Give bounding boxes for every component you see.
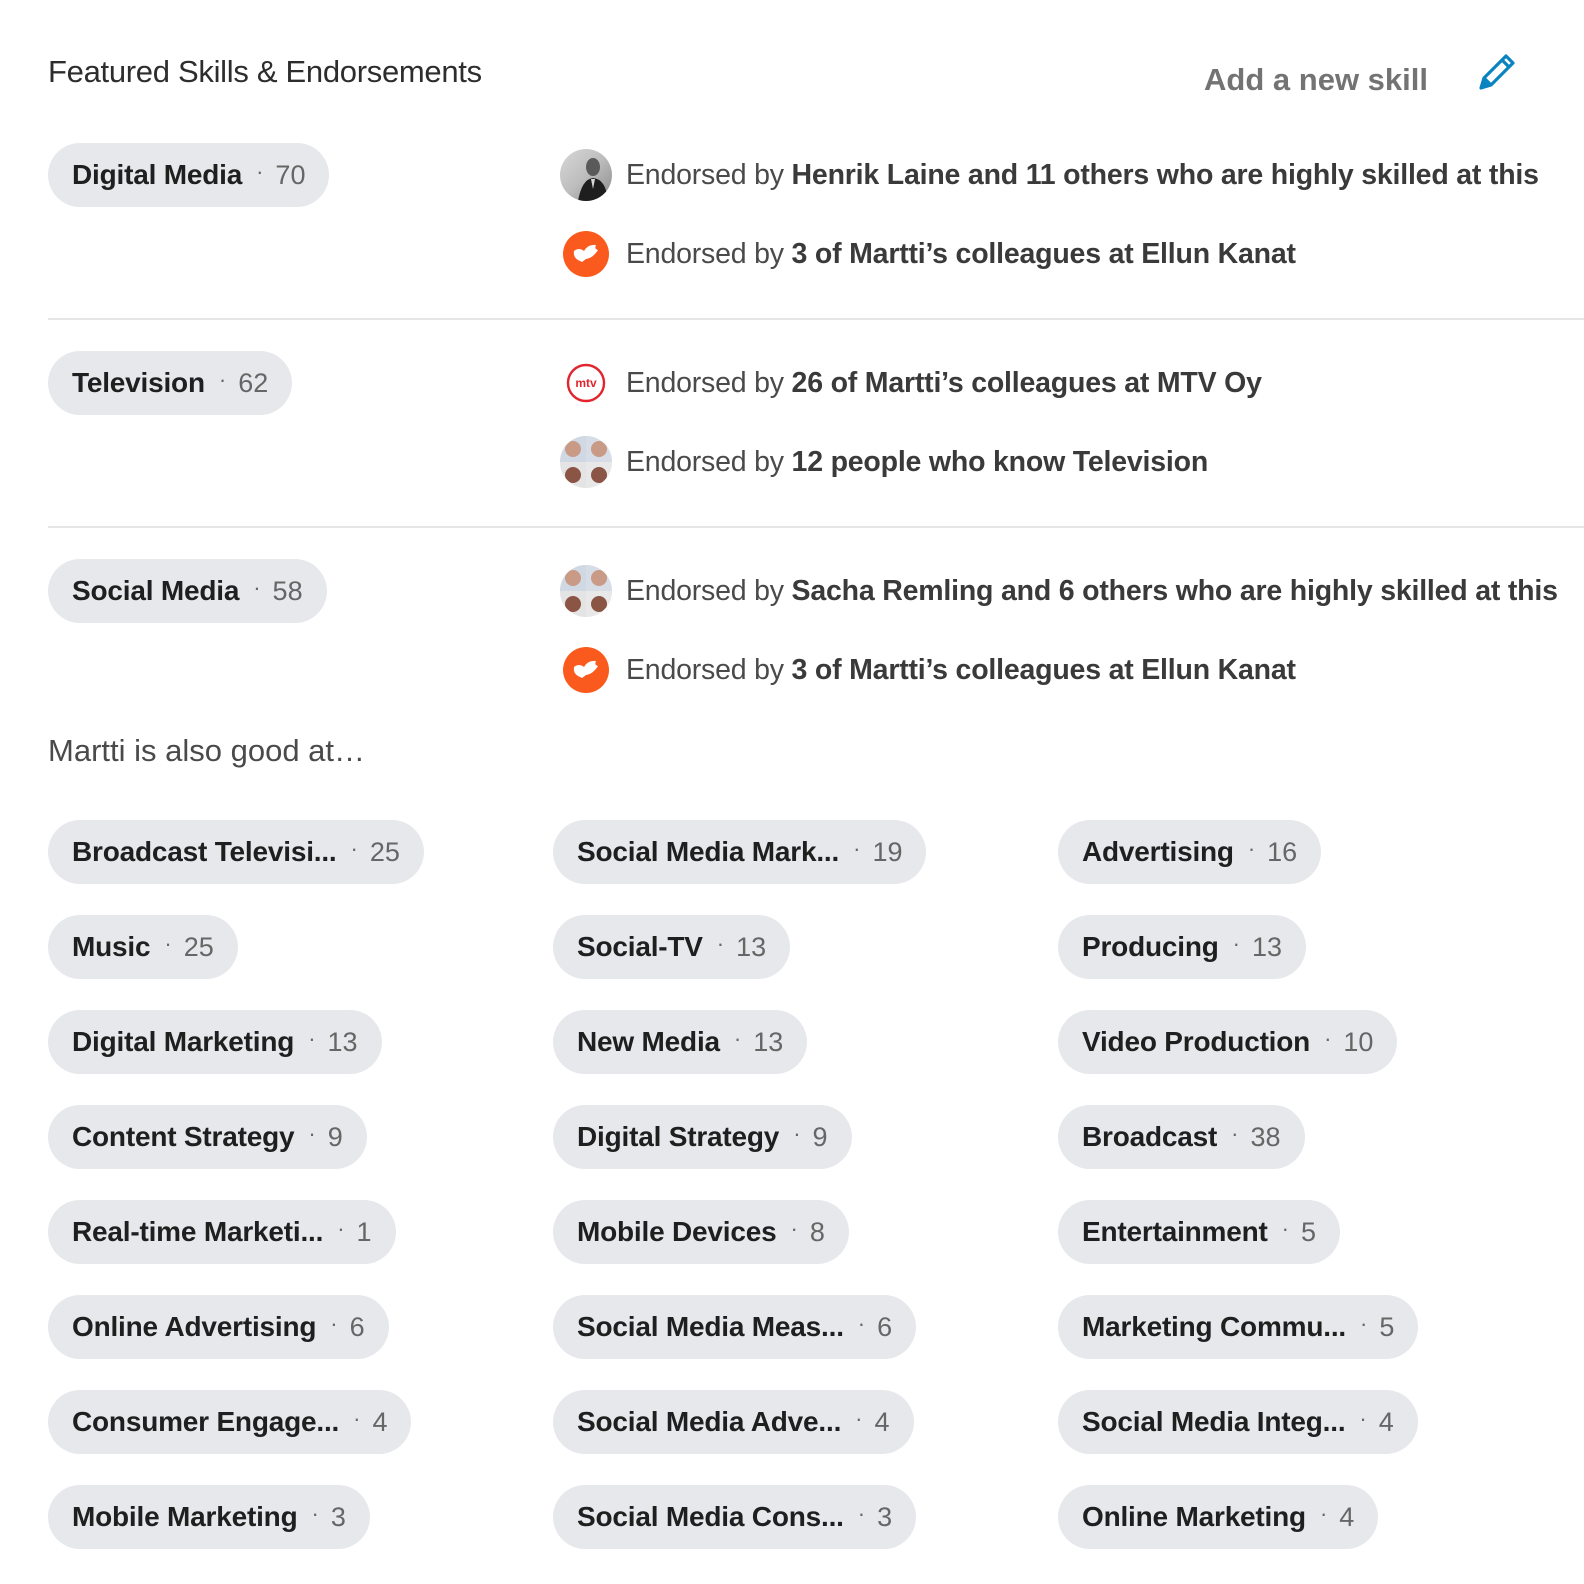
- skill-name: Online Marketing: [1082, 1501, 1306, 1532]
- endorsement-count: 4: [372, 1406, 388, 1437]
- endorsement-count: 4: [1339, 1501, 1355, 1532]
- person-avatar-icon: [560, 149, 612, 201]
- endorsement-count: 62: [238, 367, 269, 398]
- endorsement-count: 13: [736, 931, 767, 962]
- skill-name: Real-time Marketi...: [72, 1216, 324, 1247]
- endorsement-line[interactable]: [560, 642, 1296, 698]
- skill-pill[interactable]: [553, 915, 790, 979]
- skill-pill[interactable]: [48, 1485, 370, 1549]
- endorsement-count: 38: [1250, 1121, 1281, 1152]
- separator-dot: ·: [330, 1311, 338, 1336]
- skill-name: Music: [72, 931, 151, 962]
- skill-name: Television: [72, 367, 205, 398]
- endorsement-count: 10: [1343, 1026, 1374, 1057]
- separator-dot: ·: [1359, 1406, 1367, 1431]
- skill-pill[interactable]: [48, 1200, 396, 1264]
- endorsement-text: Endorsed by 26 of Martti’s colleagues at MTV Oy: [626, 366, 1262, 399]
- separator-dot: ·: [853, 836, 861, 861]
- skill-pill[interactable]: [48, 1010, 382, 1074]
- separator-dot: ·: [857, 1311, 866, 1336]
- endorsement-count: 1: [356, 1216, 372, 1247]
- endorsement-count: 25: [183, 931, 214, 962]
- endorsement-text: Endorsed by 12 people who know Television: [626, 445, 1209, 478]
- endorsement-line[interactable]: [560, 563, 1558, 619]
- separator-dot: ·: [164, 931, 172, 956]
- separator-dot: ·: [733, 1026, 742, 1051]
- endorsement-count: 70: [275, 159, 306, 190]
- separator-dot: ·: [253, 575, 261, 600]
- skill-pill[interactable]: [553, 820, 926, 884]
- separator-dot: ·: [218, 367, 227, 392]
- skill-name: Mobile Devices: [577, 1216, 777, 1247]
- separator-dot: ·: [855, 1406, 863, 1431]
- skill-name: Consumer Engage...: [72, 1406, 340, 1437]
- skill-name: Social Media Meas...: [577, 1311, 844, 1342]
- skill-pill-digital-media[interactable]: [48, 143, 329, 207]
- skill-pill[interactable]: [48, 820, 424, 884]
- skill-pill[interactable]: [553, 1485, 916, 1549]
- section-title: Featured Skills & Endorsements: [48, 54, 482, 89]
- skill-name: Digital Marketing: [72, 1026, 295, 1057]
- skill-pill-television[interactable]: [48, 351, 292, 415]
- endorsement-count: 4: [1378, 1406, 1394, 1437]
- endorsement-count: 25: [369, 836, 400, 867]
- skill-pill[interactable]: [1058, 820, 1321, 884]
- skills-header: [48, 48, 1538, 104]
- ellun-kanat-logo-icon: [563, 231, 609, 277]
- endorsement-line[interactable]: [560, 434, 1208, 490]
- featured-skill-row: [48, 556, 1584, 716]
- skill-name: Social Media Adve...: [577, 1406, 842, 1437]
- separator-dot: ·: [1319, 1501, 1328, 1526]
- separator-dot: ·: [337, 1216, 345, 1241]
- mtv-logo-icon: [560, 357, 612, 409]
- skill-pill[interactable]: [48, 915, 238, 979]
- skill-pill[interactable]: [1058, 915, 1306, 979]
- skill-name: Online Advertising: [72, 1311, 317, 1342]
- separator-dot: ·: [1231, 1121, 1239, 1146]
- separator-dot: ·: [1247, 836, 1256, 861]
- group-avatar-icon: [560, 436, 612, 488]
- endorsement-count: 13: [753, 1026, 784, 1057]
- skill-name: Content Strategy: [72, 1121, 295, 1152]
- separator-dot: ·: [308, 1121, 316, 1146]
- separator-dot: ·: [308, 1026, 316, 1051]
- skill-pill[interactable]: [553, 1010, 807, 1074]
- skill-pill-social-media[interactable]: [48, 559, 327, 623]
- separator-dot: ·: [790, 1216, 798, 1241]
- separator-dot: ·: [256, 159, 264, 184]
- skill-name: Advertising: [1082, 836, 1234, 867]
- endorsement-count: 13: [327, 1026, 358, 1057]
- skill-name: Digital Media: [72, 159, 243, 190]
- separator-dot: ·: [350, 836, 358, 861]
- skill-pill[interactable]: [1058, 1010, 1397, 1074]
- skill-name: Social Media Mark...: [577, 836, 840, 867]
- skill-pill[interactable]: [1058, 1485, 1378, 1549]
- endorsement-count: 16: [1267, 836, 1298, 867]
- endorsement-count: 19: [872, 836, 903, 867]
- skill-name: Marketing Commu...: [1082, 1311, 1346, 1342]
- skill-name: Producing: [1082, 931, 1219, 962]
- skill-name: Social-TV: [577, 931, 703, 962]
- separator-dot: ·: [1281, 1216, 1289, 1241]
- endorsement-count: 13: [1251, 931, 1283, 962]
- skill-pill[interactable]: [553, 1105, 852, 1169]
- skill-pill[interactable]: [48, 1105, 367, 1169]
- separator-dot: ·: [793, 1121, 801, 1146]
- endorsement-text: Endorsed by Sacha Remling and 6 others who are highly skilled at this: [626, 574, 1558, 607]
- endorsement-count: 3: [330, 1501, 346, 1532]
- endorsement-line[interactable]: [560, 226, 1296, 282]
- skill-name: Broadcast Televisi...: [72, 836, 337, 867]
- also-good-at-title: Martti is also good at…: [48, 733, 366, 768]
- skill-name: Digital Strategy: [577, 1121, 780, 1152]
- endorsement-text: Endorsed by 3 of Martti’s colleagues at Ellun Kanat: [626, 653, 1296, 686]
- endorsement-count: 6: [349, 1311, 365, 1342]
- endorsement-text: Endorsed by 3 of Martti’s colleagues at Ellun Kanat: [626, 237, 1296, 270]
- skill-pill[interactable]: [553, 1390, 914, 1454]
- skill-name: New Media: [577, 1026, 720, 1057]
- separator-dot: ·: [311, 1501, 319, 1526]
- separator-dot: ·: [353, 1406, 361, 1431]
- endorsement-text: Endorsed by Henrik Laine and 11 others who are highly skilled at this: [626, 158, 1539, 191]
- featured-skill-row: [48, 140, 1584, 320]
- ellun-kanat-logo-icon: [563, 647, 609, 693]
- skill-name: Mobile Marketing: [72, 1501, 298, 1532]
- skill-pill[interactable]: [1058, 1200, 1340, 1264]
- separator-dot: ·: [1360, 1311, 1368, 1336]
- endorsement-count: 8: [809, 1216, 825, 1247]
- skill-pill[interactable]: [1058, 1295, 1418, 1359]
- group-avatar-icon: [560, 565, 612, 617]
- endorsement-count: 6: [877, 1311, 893, 1342]
- separator-dot: ·: [1232, 931, 1240, 956]
- skill-pill[interactable]: [48, 1390, 411, 1454]
- skill-pill[interactable]: [1058, 1390, 1418, 1454]
- skill-pill[interactable]: [1058, 1105, 1305, 1169]
- endorsement-count: 9: [812, 1121, 828, 1152]
- endorsement-count: 3: [877, 1501, 893, 1532]
- separator-dot: ·: [716, 931, 725, 956]
- skill-name: Video Production: [1082, 1026, 1311, 1057]
- add-new-skill-button[interactable]: Add a new skill: [1204, 62, 1428, 97]
- endorsement-line[interactable]: [560, 147, 1539, 203]
- skill-pill[interactable]: [48, 1295, 389, 1359]
- skill-name: Social Media Cons...: [577, 1501, 844, 1532]
- endorsement-line[interactable]: [560, 355, 1262, 411]
- endorsement-count: 58: [272, 575, 303, 606]
- endorsement-count: 9: [327, 1121, 343, 1152]
- skill-name: Social Media: [72, 575, 240, 606]
- skill-pill[interactable]: [553, 1200, 849, 1264]
- skill-name: Broadcast: [1082, 1121, 1218, 1152]
- skill-pill[interactable]: [553, 1295, 916, 1359]
- separator-dot: ·: [857, 1501, 866, 1526]
- skill-name: Entertainment: [1082, 1216, 1268, 1247]
- pencil-icon[interactable]: [1474, 50, 1518, 94]
- endorsement-count: 5: [1300, 1216, 1317, 1247]
- featured-skill-row: [48, 348, 1584, 528]
- separator-dot: ·: [1324, 1026, 1332, 1051]
- endorsement-count: 4: [874, 1406, 890, 1437]
- svg-text:mtv: mtv: [575, 376, 597, 390]
- skill-name: Social Media Integ...: [1082, 1406, 1346, 1437]
- endorsement-count: 5: [1379, 1311, 1395, 1342]
